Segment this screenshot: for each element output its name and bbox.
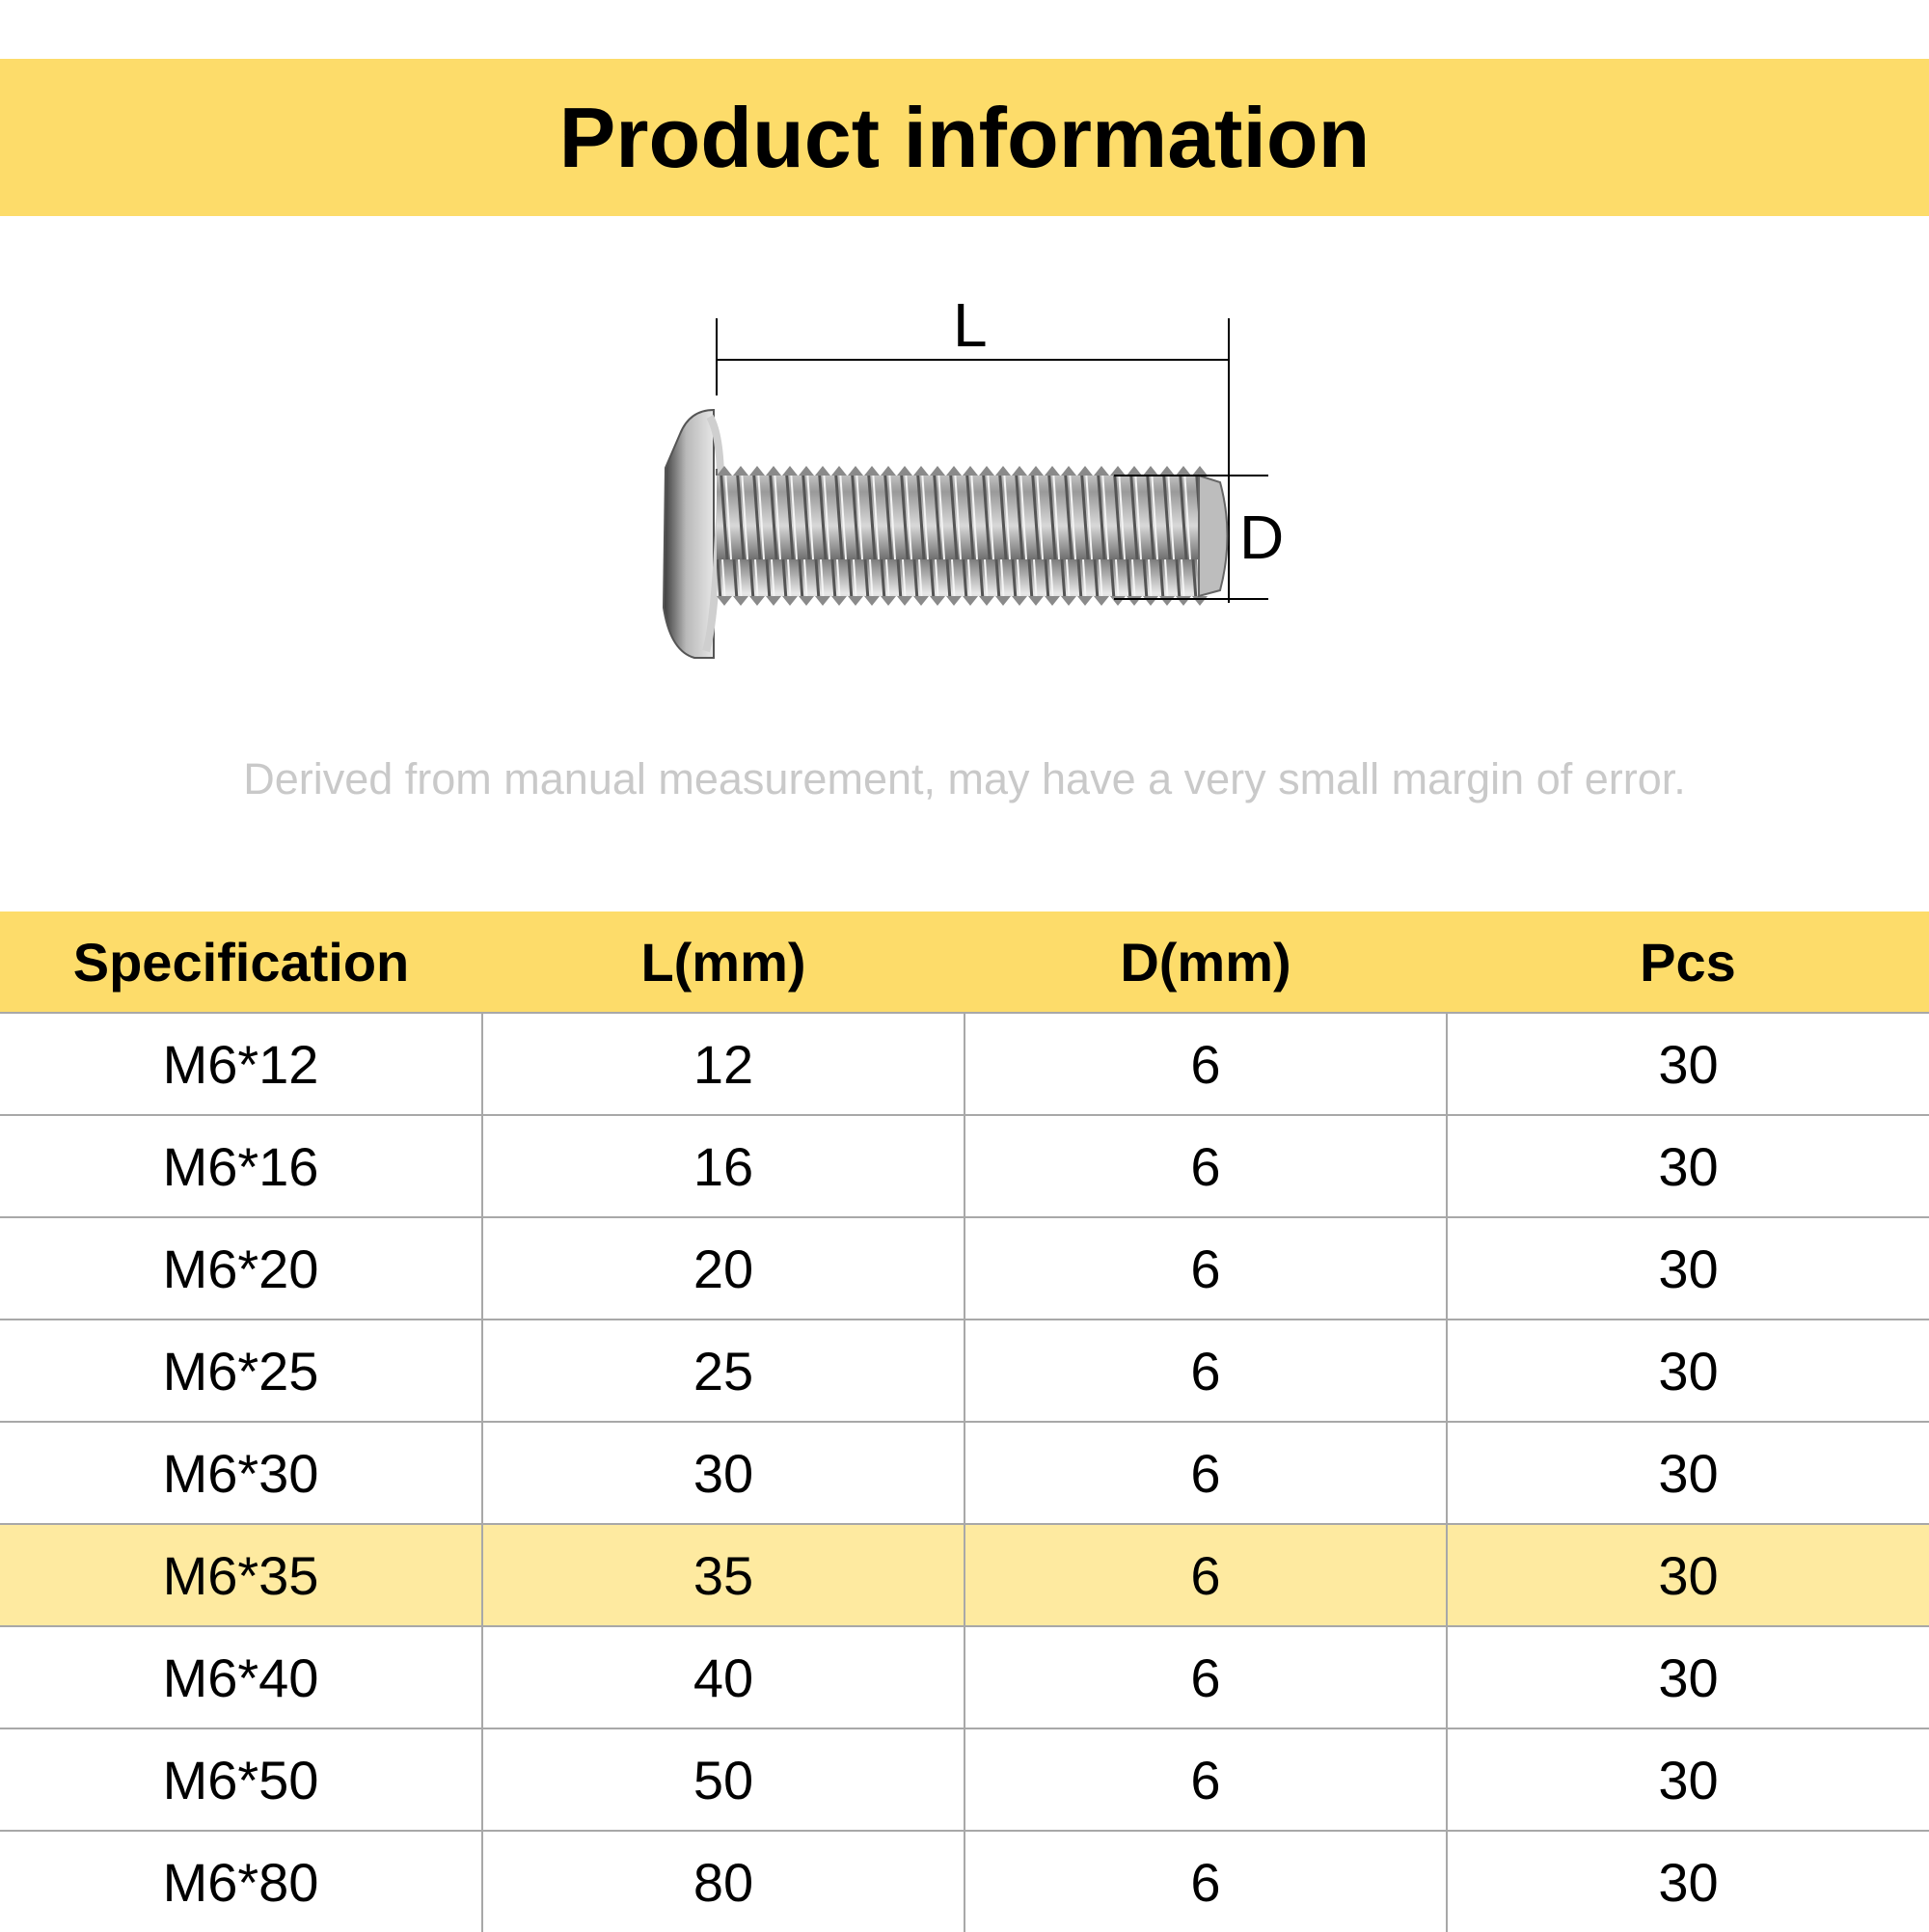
spec-table bbox=[0, 912, 1929, 1932]
cell-length: 40 bbox=[482, 1626, 964, 1728]
cell-spec: M6*80 bbox=[0, 1831, 482, 1932]
cell-spec: M6*35 bbox=[0, 1524, 482, 1626]
cell-length: 80 bbox=[482, 1831, 964, 1932]
cell-diameter: 6 bbox=[964, 1524, 1447, 1626]
screw-diagram bbox=[617, 289, 1312, 694]
cell-length: 35 bbox=[482, 1524, 964, 1626]
cell-spec: M6*20 bbox=[0, 1217, 482, 1320]
cell-diameter: 6 bbox=[964, 1115, 1447, 1217]
table-row-highlighted bbox=[0, 1524, 1929, 1626]
cell-length: 50 bbox=[482, 1728, 964, 1831]
cell-length: 12 bbox=[482, 1013, 964, 1115]
cell-pcs: 30 bbox=[1447, 1115, 1929, 1217]
table-row bbox=[0, 1422, 1929, 1524]
cell-length: 30 bbox=[482, 1422, 964, 1524]
screw-tip bbox=[1199, 476, 1228, 596]
cell-pcs: 30 bbox=[1447, 1013, 1929, 1115]
cell-length: 25 bbox=[482, 1320, 964, 1422]
cell-pcs: 30 bbox=[1447, 1422, 1929, 1524]
cell-pcs: 30 bbox=[1447, 1728, 1929, 1831]
cell-length: 16 bbox=[482, 1115, 964, 1217]
cell-pcs: 30 bbox=[1447, 1217, 1929, 1320]
cell-diameter: 6 bbox=[964, 1217, 1447, 1320]
cell-spec: M6*12 bbox=[0, 1013, 482, 1115]
table-row bbox=[0, 1217, 1929, 1320]
measurement-note: Derived from manual measurement, may have a very small margin of error. bbox=[243, 754, 1686, 803]
cell-spec: M6*40 bbox=[0, 1626, 482, 1728]
cell-pcs: 30 bbox=[1447, 1320, 1929, 1422]
table-row bbox=[0, 1626, 1929, 1728]
length-label: L bbox=[953, 290, 988, 360]
cell-diameter: 6 bbox=[964, 1320, 1447, 1422]
cell-pcs: 30 bbox=[1447, 1831, 1929, 1932]
table-row bbox=[0, 1115, 1929, 1217]
table-row bbox=[0, 1728, 1929, 1831]
table-row bbox=[0, 1320, 1929, 1422]
table-row bbox=[0, 1013, 1929, 1115]
table-header-row bbox=[0, 912, 1929, 1013]
cell-spec: M6*50 bbox=[0, 1728, 482, 1831]
cell-pcs: 30 bbox=[1447, 1524, 1929, 1626]
col-diameter: D(mm) bbox=[964, 912, 1447, 1013]
screw-head bbox=[664, 410, 714, 658]
table-row bbox=[0, 1831, 1929, 1932]
page-title: Product information bbox=[558, 89, 1371, 185]
screw-shank bbox=[717, 476, 1199, 596]
cell-diameter: 6 bbox=[964, 1013, 1447, 1115]
cell-pcs: 30 bbox=[1447, 1626, 1929, 1728]
cell-diameter: 6 bbox=[964, 1728, 1447, 1831]
cell-diameter: 6 bbox=[964, 1422, 1447, 1524]
cell-diameter: 6 bbox=[964, 1831, 1447, 1932]
col-pcs: Pcs bbox=[1447, 912, 1929, 1013]
diameter-label: D bbox=[1239, 503, 1285, 572]
cell-spec: M6*25 bbox=[0, 1320, 482, 1422]
title-banner bbox=[0, 59, 1929, 216]
cell-spec: M6*30 bbox=[0, 1422, 482, 1524]
cell-length: 20 bbox=[482, 1217, 964, 1320]
cell-diameter: 6 bbox=[964, 1626, 1447, 1728]
col-specification: Specification bbox=[0, 912, 482, 1013]
cell-spec: M6*16 bbox=[0, 1115, 482, 1217]
col-length: L(mm) bbox=[482, 912, 964, 1013]
